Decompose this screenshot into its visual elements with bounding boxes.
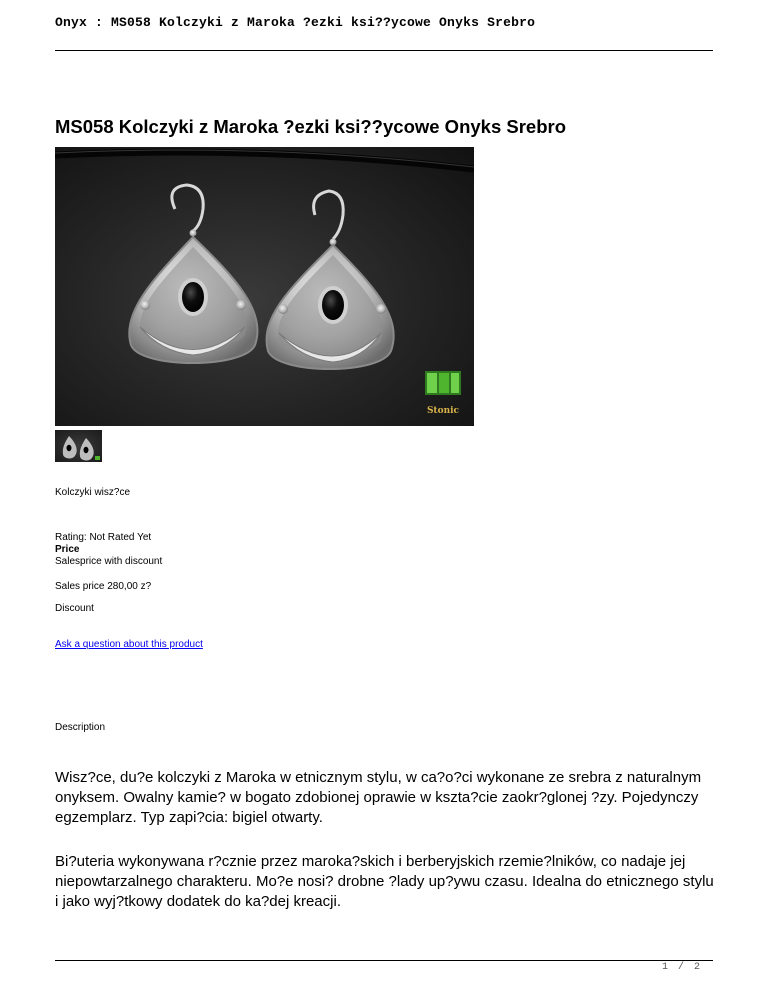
running-header: Onyx : MS058 Kolczyki z Maroka ?ezki ksi??ycowe Onyks Srebro <box>55 15 536 30</box>
description-paragraph-2: Bi?uteria wykonywana r?cznie przez maroka?skich i berberyjskich rzemie?lników, co nadaje jej niepowtarzalnego charakteru. Mo?e nosi? drobne ?lady up?ywu czasu. Idealna do etnicznego stylu i jako wyj?tkowy dodatek do ka?dej kreacji. <box>55 853 714 910</box>
header-divider <box>55 50 713 51</box>
description-paragraph-1: Wisz?ce, du?e kolczyki z Maroka w etnicznym stylu, w ca?o?ci wykonane ze srebra z naturalnym onyksem. Owalny kamie? w bogato zdobionej oprawie w kszta?cie zaokr?glonej ?zy. Pojedynczy egzemplarz. Typ zapi?cia: bigiel otwarty. <box>55 769 702 826</box>
stonic-logo <box>425 371 461 416</box>
logo-text: Stonic <box>426 406 460 416</box>
price-heading: Price <box>55 544 80 555</box>
ask-question-link[interactable]: Ask a question about this product <box>55 639 203 650</box>
product-title: MS058 Kolczyki z Maroka ?ezki ksi??ycowe Onyks Srebro <box>55 116 567 137</box>
rating-text: Rating: Not Rated Yet <box>55 532 152 543</box>
sales-price: Sales price 280,00 z? <box>55 581 152 592</box>
salesprice-label: Salesprice with discount <box>55 556 163 567</box>
footer-divider <box>55 960 713 961</box>
product-category: Kolczyki wisz?ce <box>55 487 131 498</box>
product-image[interactable] <box>55 147 474 426</box>
discount-label: Discount <box>55 603 94 614</box>
page-indicator: 1 / 2 <box>662 962 703 973</box>
product-thumbnail[interactable] <box>55 430 102 462</box>
description-heading: Description <box>55 722 106 733</box>
earrings-thumbnail-icon <box>55 430 102 462</box>
earrings-photo-icon <box>55 147 474 426</box>
